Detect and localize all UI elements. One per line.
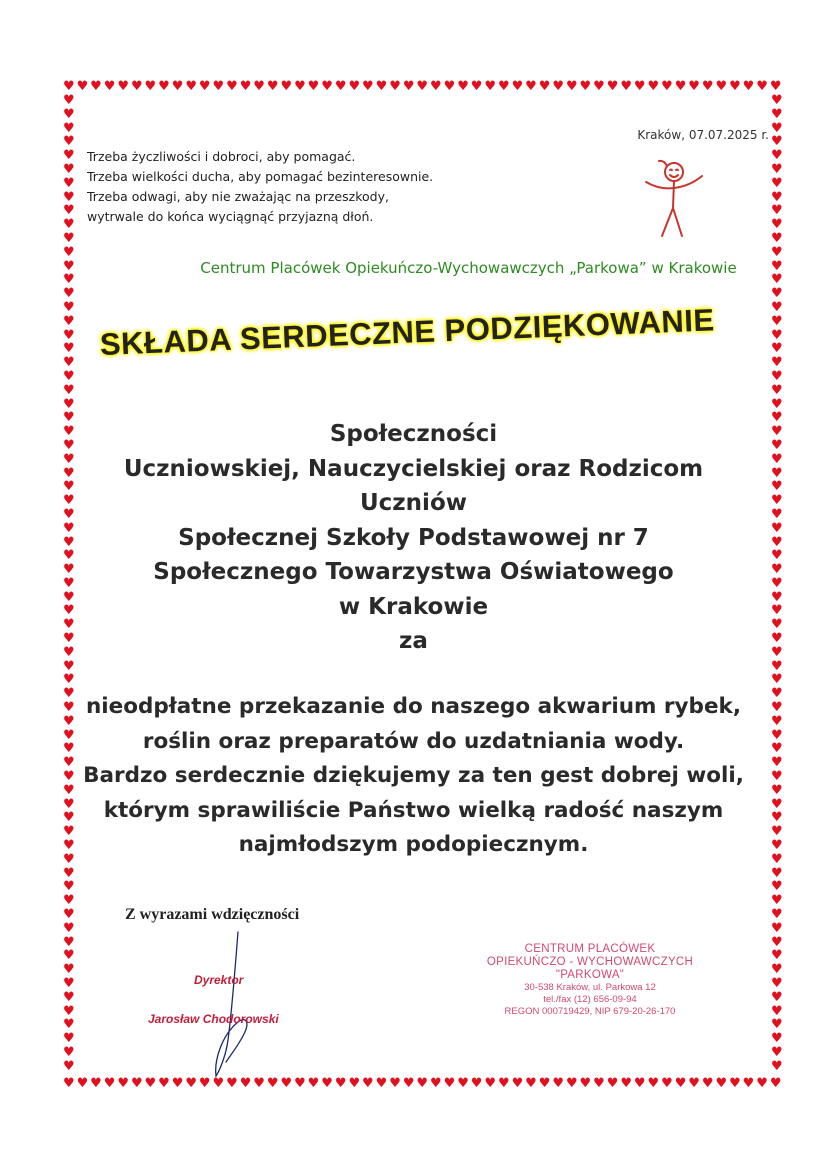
heart-icon: ♥ — [579, 1076, 592, 1091]
heart-icon: ♥ — [770, 907, 783, 923]
stamp-line: tel./fax (12) 656-09-94 — [543, 994, 637, 1005]
heart-icon: ♥ — [770, 686, 783, 702]
heart-icon: ♥ — [62, 603, 75, 619]
heart-icon: ♥ — [606, 79, 619, 94]
signature-area — [140, 930, 340, 1080]
heart-icon: ♥ — [770, 727, 783, 743]
heart-icon: ♥ — [470, 1076, 483, 1091]
heart-icon: ♥ — [770, 520, 783, 536]
heart-icon: ♥ — [62, 1031, 75, 1047]
heart-icon: ♥ — [62, 355, 75, 371]
heart-icon: ♥ — [62, 879, 75, 895]
heart-icon: ♥ — [144, 1076, 157, 1091]
heart-icon: ♥ — [620, 79, 632, 94]
heart-icon: ♥ — [770, 879, 783, 895]
heart-icon: ♥ — [62, 713, 75, 729]
heart-icon: ♥ — [171, 79, 184, 94]
heart-icon: ♥ — [62, 893, 75, 909]
heart-icon: ♥ — [62, 424, 75, 440]
heart-icon: ♥ — [62, 134, 75, 150]
stamp-line: CENTRUM PLACÓWEK — [524, 943, 656, 955]
reason-block — [0, 690, 827, 863]
heart-icon: ♥ — [62, 189, 75, 205]
heart-icon: ♥ — [62, 396, 75, 412]
heart-icon: ♥ — [62, 989, 75, 1005]
heart-icon: ♥ — [770, 603, 783, 619]
heart-icon: ♥ — [579, 79, 592, 94]
heart-icon: ♥ — [770, 355, 783, 371]
heart-icon: ♥ — [430, 1076, 442, 1091]
heart-icon: ♥ — [770, 934, 783, 950]
heart-icon: ♥ — [715, 79, 728, 94]
heart-icon: ♥ — [770, 617, 783, 633]
recipient-line: Uczniowskiej, Nauczycielskiej oraz Rodzicom — [123, 455, 704, 482]
heart-icon: ♥ — [770, 1031, 783, 1047]
heart-icon: ♥ — [62, 700, 75, 716]
heart-icon: ♥ — [375, 79, 388, 94]
heart-icon: ♥ — [62, 175, 75, 191]
heart-icon: ♥ — [117, 1076, 129, 1091]
heart-icon: ♥ — [770, 976, 783, 991]
heart-icon: ♥ — [552, 79, 564, 94]
heart-icon: ♥ — [770, 755, 783, 771]
heart-icon: ♥ — [511, 79, 524, 94]
heart-icon: ♥ — [62, 368, 75, 384]
heart-icon: ♥ — [62, 755, 75, 771]
heart-icon: ♥ — [62, 93, 75, 108]
heart-icon: ♥ — [770, 175, 783, 191]
heart-icon: ♥ — [770, 148, 783, 164]
heart-icon: ♥ — [253, 1076, 265, 1091]
heart-icon: ♥ — [226, 79, 238, 94]
heart-icon: ♥ — [770, 1058, 783, 1074]
heart-icon: ♥ — [497, 1076, 510, 1091]
heart-icon: ♥ — [62, 148, 75, 164]
heart-icon: ♥ — [62, 410, 75, 426]
recipient-line: Społecznej Szkoły Podstawowej nr 7 — [178, 524, 649, 551]
heart-icon: ♥ — [416, 1076, 429, 1091]
headline-container — [90, 302, 770, 387]
heart-icon: ♥ — [76, 1076, 89, 1091]
heart-icon: ♥ — [362, 1076, 374, 1091]
heart-icon: ♥ — [280, 1076, 293, 1091]
heart-icon: ♥ — [402, 79, 415, 94]
heart-icon: ♥ — [770, 962, 783, 978]
heart-icon: ♥ — [62, 1044, 75, 1060]
heart-icon: ♥ — [321, 1076, 333, 1091]
stamp-line: 30-538 Kraków, ul. Parkowa 12 — [524, 982, 656, 993]
heart-icon: ♥ — [770, 865, 783, 881]
heart-icon: ♥ — [770, 769, 783, 785]
heart-icon: ♥ — [348, 79, 361, 94]
heart-icon: ♥ — [62, 382, 75, 398]
heart-icon: ♥ — [62, 437, 75, 453]
heart-icon: ♥ — [62, 313, 75, 329]
heart-icon: ♥ — [565, 79, 578, 94]
heart-icon: ♥ — [334, 1076, 347, 1091]
heart-icon: ♥ — [62, 299, 75, 315]
heart-icon: ♥ — [62, 769, 75, 785]
heart-icon: ♥ — [770, 479, 783, 495]
reason-line: najmłodszym podopiecznym. — [238, 832, 589, 857]
reason-line: którym sprawiliście Państwo wielką radość naszym — [103, 797, 724, 823]
recipient-line: Uczniów — [359, 490, 467, 516]
heart-icon: ♥ — [457, 79, 469, 94]
heart-icon: ♥ — [239, 79, 252, 94]
heart-icon: ♥ — [416, 79, 429, 94]
heart-icon: ♥ — [443, 1076, 456, 1091]
heart-icon: ♥ — [62, 217, 75, 233]
heart-icon: ♥ — [130, 1076, 143, 1091]
heart-icon: ♥ — [62, 479, 75, 495]
recipient-line: Społeczności — [329, 421, 498, 447]
heart-icon: ♥ — [688, 1076, 700, 1091]
heart-icon: ♥ — [593, 79, 605, 94]
heart-icon: ♥ — [770, 713, 783, 729]
heart-icon: ♥ — [770, 575, 783, 591]
heart-icon: ♥ — [62, 810, 75, 826]
document-date: Kraków, 07.07.2025 r. — [637, 128, 769, 142]
recipient-block — [0, 417, 827, 659]
reason-line: roślin oraz preparatów do uzdatniania wody. — [142, 728, 685, 754]
heart-icon: ♥ — [770, 534, 783, 550]
heart-icon: ♥ — [266, 79, 279, 94]
heart-icon: ♥ — [770, 851, 783, 867]
heart-icon: ♥ — [307, 1076, 320, 1091]
headline: SKŁADA SERDECZNE PODZIĘKOWANIE — [99, 302, 716, 362]
heart-icon: ♥ — [770, 893, 783, 909]
heart-icon: ♥ — [661, 79, 673, 94]
closing-phrase: Z wyrazami wdzięczności — [125, 906, 300, 923]
heart-icon: ♥ — [130, 79, 143, 94]
heart-icon: ♥ — [62, 286, 75, 302]
heart-icon: ♥ — [770, 1017, 783, 1033]
heart-icon: ♥ — [103, 1076, 116, 1091]
heart-icon: ♥ — [62, 824, 75, 840]
heart-icon: ♥ — [430, 79, 442, 94]
heart-icon: ♥ — [76, 79, 89, 94]
heart-icon: ♥ — [362, 79, 374, 94]
heart-icon: ♥ — [770, 493, 783, 509]
heart-icon: ♥ — [729, 79, 741, 94]
heart-icon: ♥ — [770, 368, 783, 384]
heart-icon: ♥ — [294, 79, 306, 94]
heart-icon: ♥ — [770, 286, 783, 302]
heart-icon: ♥ — [402, 1076, 415, 1091]
heart-icon: ♥ — [62, 79, 75, 94]
heart-icon: ♥ — [674, 79, 687, 94]
heart-icon: ♥ — [62, 230, 75, 246]
stick-figure-logo-icon — [640, 150, 710, 240]
heart-icon: ♥ — [538, 79, 551, 94]
heart-icon: ♥ — [565, 1076, 578, 1091]
heart-icon: ♥ — [62, 341, 75, 357]
heart-icon: ♥ — [770, 258, 783, 274]
heart-icon: ♥ — [770, 810, 783, 826]
heart-icon: ♥ — [770, 93, 783, 108]
heart-icon: ♥ — [770, 700, 783, 716]
heart-icon: ♥ — [62, 672, 75, 688]
heart-icon: ♥ — [62, 631, 75, 647]
heart-icon: ♥ — [538, 1076, 551, 1091]
heart-icon: ♥ — [62, 465, 75, 481]
heart-icon: ♥ — [525, 79, 537, 94]
heart-icon: ♥ — [769, 1076, 782, 1091]
heart-icon: ♥ — [62, 272, 75, 288]
heart-icon: ♥ — [375, 1076, 388, 1091]
heart-icon: ♥ — [770, 989, 783, 1005]
heart-icon: ♥ — [62, 796, 75, 812]
heart-icon: ♥ — [62, 920, 75, 936]
heart-icon: ♥ — [770, 589, 783, 605]
heart-icon: ♥ — [770, 106, 783, 122]
heart-icon: ♥ — [198, 79, 211, 94]
heart-icon: ♥ — [770, 410, 783, 426]
heart-icon: ♥ — [198, 1076, 211, 1091]
heart-icon: ♥ — [62, 658, 75, 674]
stamp-line: "PARKOWA" — [555, 969, 625, 981]
heart-icon: ♥ — [171, 1076, 184, 1091]
heart-icon: ♥ — [90, 79, 102, 94]
heart-icon: ♥ — [62, 589, 75, 605]
heart-icon: ♥ — [770, 796, 783, 812]
heart-icon: ♥ — [770, 217, 783, 233]
heart-icon: ♥ — [770, 244, 783, 260]
quote-line: Trzeba życzliwości i dobroci, aby pomagać. — [87, 149, 356, 164]
heart-icon: ♥ — [389, 79, 401, 94]
heart-icon: ♥ — [770, 644, 783, 660]
heart-icon: ♥ — [756, 1076, 768, 1091]
heart-icon: ♥ — [770, 272, 783, 288]
heart-icon: ♥ — [253, 79, 265, 94]
heart-icon: ♥ — [511, 1076, 524, 1091]
heart-icon: ♥ — [770, 741, 783, 757]
heart-icon: ♥ — [770, 782, 783, 798]
heart-icon: ♥ — [62, 451, 75, 467]
heart-icon: ♥ — [770, 920, 783, 936]
heart-icon: ♥ — [756, 79, 768, 94]
heart-icon: ♥ — [62, 865, 75, 881]
heart-icon: ♥ — [769, 79, 782, 94]
heart-icon: ♥ — [62, 562, 75, 578]
heart-icon: ♥ — [62, 575, 75, 591]
heart-icon: ♥ — [103, 79, 116, 94]
heart-icon: ♥ — [770, 424, 783, 440]
heart-icon: ♥ — [62, 258, 75, 274]
heart-icon: ♥ — [62, 727, 75, 743]
stamp-line: REGON 000719429, NIP 679-20-26-170 — [504, 1006, 676, 1017]
heart-icon: ♥ — [348, 1076, 361, 1091]
heart-icon: ♥ — [144, 79, 157, 94]
heart-icon: ♥ — [62, 1017, 75, 1033]
heart-icon: ♥ — [457, 1076, 469, 1091]
heart-icon: ♥ — [770, 838, 783, 854]
reason-line: Bardzo serdecznie dziękujemy za ten gest dobrej woli, — [83, 763, 744, 788]
heart-icon: ♥ — [525, 1076, 537, 1091]
heart-icon: ♥ — [770, 189, 783, 205]
stamp-line: OPIEKUŃCZO - WYCHOWAWCZYCH — [486, 956, 694, 968]
heart-icon: ♥ — [620, 1076, 632, 1091]
heart-icon: ♥ — [62, 493, 75, 509]
heart-icon: ♥ — [185, 1076, 197, 1091]
quote-line: Trzeba odwagi, aby nie zważając na przeszkody, — [87, 189, 389, 204]
heart-icon: ♥ — [62, 686, 75, 702]
heart-icon: ♥ — [62, 1076, 75, 1091]
quote-line: wytrwale do końca wyciągnąć przyjazną dłoń. — [87, 209, 374, 224]
heart-icon: ♥ — [770, 230, 783, 246]
heart-icon: ♥ — [770, 341, 783, 357]
heart-icon: ♥ — [647, 79, 660, 94]
heart-icon: ♥ — [770, 382, 783, 398]
heart-icon: ♥ — [62, 161, 75, 177]
heart-icon: ♥ — [606, 1076, 619, 1091]
heart-icon: ♥ — [62, 534, 75, 550]
heart-icon: ♥ — [226, 1076, 238, 1091]
heart-icon: ♥ — [62, 741, 75, 757]
heart-icon: ♥ — [62, 548, 75, 564]
heart-icon: ♥ — [62, 617, 75, 633]
heart-icon: ♥ — [715, 1076, 728, 1091]
heart-icon: ♥ — [661, 1076, 673, 1091]
heart-icon: ♥ — [212, 1076, 225, 1091]
heart-icon: ♥ — [62, 327, 75, 343]
heart-icon: ♥ — [770, 658, 783, 674]
heart-icon: ♥ — [770, 631, 783, 647]
heart-icon: ♥ — [593, 1076, 605, 1091]
heart-icon: ♥ — [484, 1076, 497, 1091]
heart-icon: ♥ — [62, 1058, 75, 1074]
heart-icon: ♥ — [770, 672, 783, 688]
signatory-name: Jarosław Chodorowski — [148, 1012, 279, 1026]
heart-icon: ♥ — [117, 79, 129, 94]
heart-icon: ♥ — [62, 120, 75, 136]
heart-icon: ♥ — [729, 1076, 741, 1091]
heart-icon: ♥ — [770, 313, 783, 329]
heart-icon: ♥ — [212, 79, 225, 94]
heart-icon: ♥ — [321, 79, 333, 94]
heart-icon: ♥ — [62, 948, 75, 964]
heart-icon: ♥ — [62, 934, 75, 950]
heart-icon: ♥ — [389, 1076, 401, 1091]
heart-icon: ♥ — [770, 327, 783, 343]
heart-icon: ♥ — [770, 437, 783, 453]
heart-icon: ♥ — [770, 548, 783, 564]
heart-icon: ♥ — [770, 299, 783, 315]
heart-icon: ♥ — [470, 79, 483, 94]
heart-icon: ♥ — [307, 79, 320, 94]
recipient-line: Społecznego Towarzystwa Oświatowego — [153, 559, 674, 585]
heart-icon: ♥ — [647, 1076, 660, 1091]
heart-icon: ♥ — [701, 79, 714, 94]
heart-icon: ♥ — [633, 1076, 646, 1091]
heart-icon: ♥ — [62, 962, 75, 978]
heart-icon: ♥ — [158, 79, 170, 94]
heart-icon: ♥ — [742, 1076, 755, 1091]
institution-stamp — [460, 943, 720, 1018]
heart-icon: ♥ — [443, 79, 456, 94]
heart-icon: ♥ — [552, 1076, 564, 1091]
heart-icon: ♥ — [62, 1003, 75, 1019]
heart-icon: ♥ — [62, 203, 75, 219]
heart-icon: ♥ — [770, 1003, 783, 1019]
heart-icon: ♥ — [770, 203, 783, 219]
quote-block — [87, 147, 433, 227]
heart-icon: ♥ — [62, 838, 75, 854]
heart-icon: ♥ — [770, 948, 783, 964]
heart-icon: ♥ — [770, 465, 783, 481]
heart-icon: ♥ — [62, 244, 75, 260]
heart-icon: ♥ — [62, 782, 75, 798]
heart-icon: ♥ — [334, 79, 347, 94]
heart-icon: ♥ — [770, 120, 783, 136]
heart-icon: ♥ — [770, 1044, 783, 1060]
heart-icon: ♥ — [770, 506, 783, 522]
heart-icon: ♥ — [770, 562, 783, 578]
heart-icon: ♥ — [497, 79, 510, 94]
heart-icon: ♥ — [770, 134, 783, 150]
handwritten-signature — [180, 930, 280, 1080]
heart-icon: ♥ — [62, 976, 75, 991]
heart-icon: ♥ — [701, 1076, 714, 1091]
heart-icon: ♥ — [770, 824, 783, 840]
heart-icon: ♥ — [158, 1076, 170, 1091]
heart-icon: ♥ — [633, 79, 646, 94]
heart-icon: ♥ — [294, 1076, 306, 1091]
heart-icon: ♥ — [280, 79, 293, 94]
heart-icon: ♥ — [239, 1076, 252, 1091]
heart-border-top — [62, 80, 782, 94]
heart-icon: ♥ — [62, 851, 75, 867]
heart-icon: ♥ — [484, 79, 497, 94]
reason-line: nieodpłatne przekazanie do naszego akwarium rybek, — [85, 694, 741, 719]
heart-icon: ♥ — [770, 451, 783, 467]
heart-icon: ♥ — [62, 644, 75, 660]
quote-line: Trzeba wielkości ducha, aby pomagać bezinteresownie. — [87, 169, 434, 184]
heart-icon: ♥ — [62, 907, 75, 923]
heart-icon: ♥ — [674, 1076, 687, 1091]
heart-icon: ♥ — [742, 79, 755, 94]
organization-text: Centrum Placówek Opiekuńczo-Wychowawczych „Parkowa” w Krakowie — [200, 259, 737, 277]
heart-icon: ♥ — [62, 106, 75, 122]
recipient-line: w Krakowie — [338, 593, 489, 620]
heart-icon: ♥ — [62, 520, 75, 536]
signatory-title: Dyrektor — [194, 973, 244, 987]
heart-icon: ♥ — [266, 1076, 279, 1091]
heart-icon: ♥ — [770, 396, 783, 412]
organization-name — [0, 259, 827, 277]
heart-icon: ♥ — [90, 1076, 102, 1091]
heart-icon: ♥ — [185, 79, 197, 94]
heart-icon: ♥ — [62, 506, 75, 522]
heart-icon: ♥ — [770, 161, 783, 177]
heart-icon: ♥ — [688, 79, 700, 94]
recipient-line: za — [399, 628, 428, 654]
